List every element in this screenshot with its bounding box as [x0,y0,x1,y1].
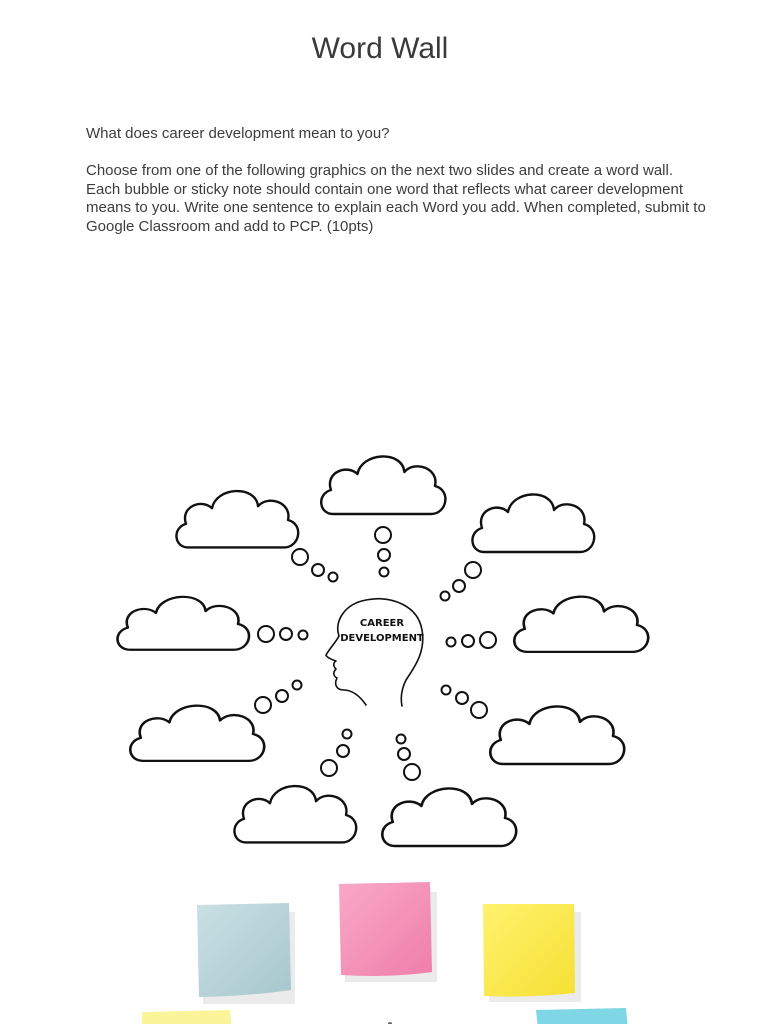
head-label-career: CAREER [359,618,405,629]
sticky-note-yellow [483,904,581,1002]
thought-cloud-top [321,456,445,514]
head-label-development: DEVELOPMENT [340,633,424,644]
sticky-note-pink [339,882,437,982]
word-wall-cloud-graphic [0,430,768,870]
prompt-question: What does career development mean to you? [86,125,390,142]
thought-cloud-lower-right [490,706,624,764]
thought-bubbles [255,527,496,780]
sticky-note-cyan [536,1008,628,1024]
head-profile-outline [326,599,423,706]
thought-cloud-bottom-left [234,786,356,842]
page-title: Word Wall [311,32,449,65]
thought-cloud-bottom-right [382,788,516,846]
assignment-instructions: Choose from one of the following graphics on the next two slides and create a word wall. Each bubble or sticky note should contain one word that reflects what career development means to you. Write one sentence to explain each Word you add. When completed, submit to Google Classroom and add to PCP. (10pts) [86,162,706,235]
thought-cloud-upper-right [472,494,594,552]
sticky-notes-graphic [0,870,768,1024]
sticky-note-light-yellow [142,1010,232,1024]
thought-cloud-middle-right [514,597,648,652]
thought-cloud-upper-left [176,491,298,547]
sticky-note-blue [197,903,295,1004]
thought-cloud-lower-left [130,706,264,761]
thought-cloud-middle-left [118,597,249,650]
